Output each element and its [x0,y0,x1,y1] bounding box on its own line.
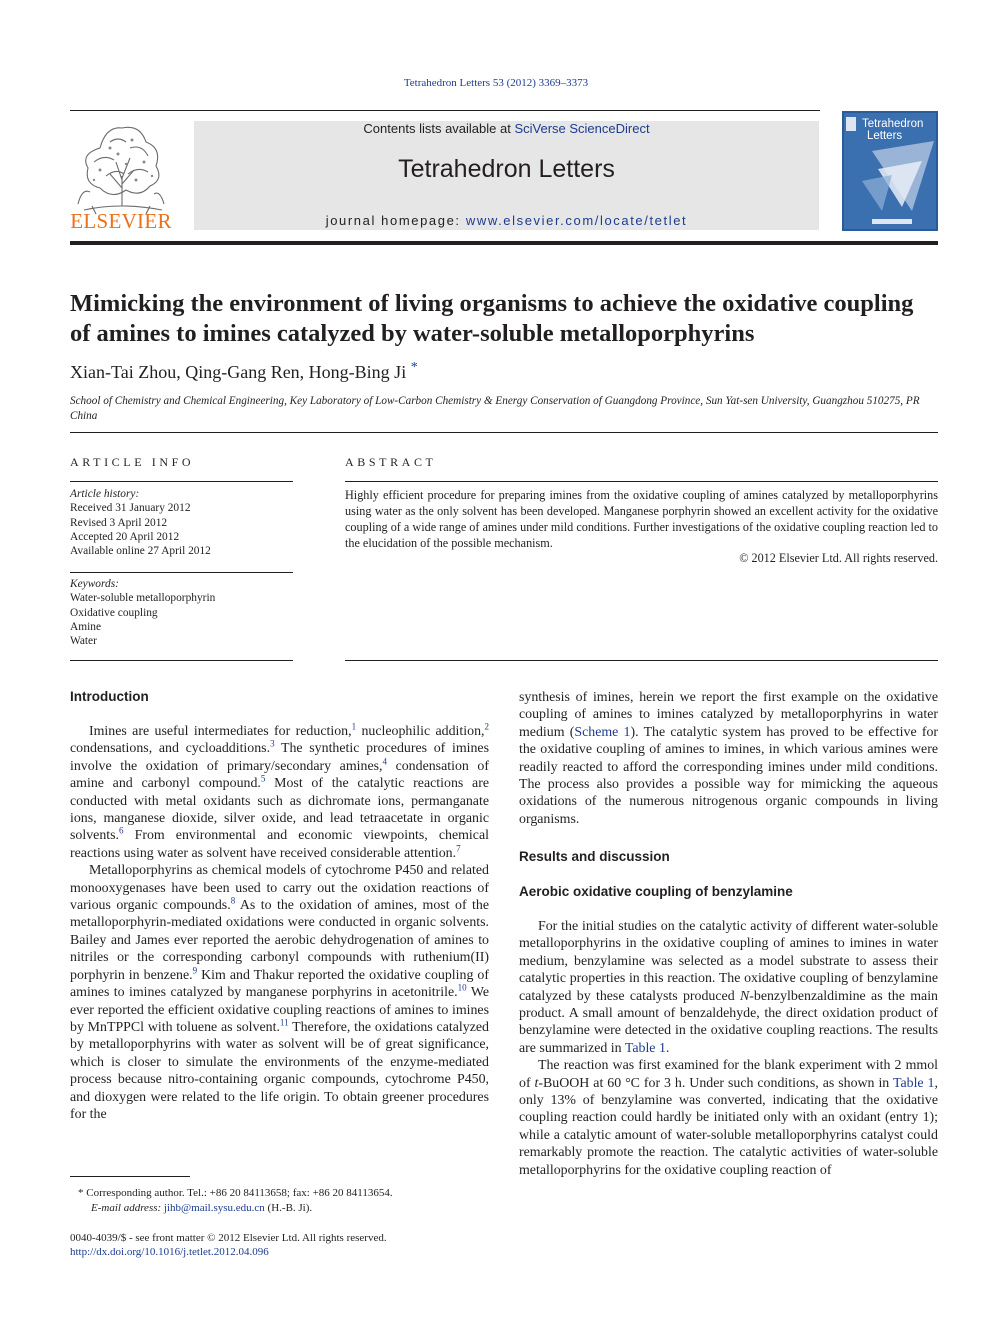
author-list [70,362,418,383]
abstract-heading: ABSTRACT [345,455,437,469]
sciencedirect-link[interactable]: SciVerse ScienceDirect [514,121,650,136]
journal-name: Tetrahedron Letters [398,155,615,183]
paragraph [519,918,938,1057]
email-label: E-mail address: [91,1202,164,1214]
header-rule [70,110,820,111]
results-text [519,918,938,1179]
text-run: Therefore, the oxidations catalyzed by metalloporphyrins with water as solvent will be of great significance, which is closer to simulate the environments of the enzyme-mediated process because nitro-containing organic compounds, cytochrome P450, and dioxygen were related to the life origin. To obtain greener procedures for the [70,1019,489,1122]
cover-title-line2: Letters [867,130,903,142]
keywords-rule [70,572,293,573]
contents-prefix: Contents lists available at [363,121,515,136]
text-run: As to the oxidation of amines, most of the metalloporphyrin-mediated oxidations were conducted in organic solvents. Bailey and James ever reported the aerobic dehydrogenation of amines to nitriles or the corresponding carbonyl compounds with ruthenium(II) porphyrin in benzene. [70,898,489,983]
text-run: condensation of amine and carbonyl compound. [70,758,490,792]
history-label: Article history: [70,488,140,500]
paragraph [519,689,938,828]
article-info-heading: ARTICLE INFO [70,455,195,469]
text-run: synthesis of imines, herein we report the first example on the oxidative coupling of amines to imines catalyzed by metalloporphyrins in water medium ( [519,690,938,740]
article-history [70,487,293,558]
table-link[interactable]: Table 1 [624,1040,666,1056]
reference-link[interactable]: 7 [456,843,461,854]
text-run: For the initial studies on the catalytic activity of different water-soluble metalloporphyrins in the oxidative coupling of amines to imines in water medium, benzylamine was selected as a model substrate to assess their catalytic properties in this reaction. The oxidative coupling of benzylamine catalyzed by these catalysts produced [519,919,938,1004]
doi-link[interactable]: http://dx.doi.org/10.1016/j.tetlet.2012.04.096 [70,1246,269,1258]
text-run: . [665,1040,670,1056]
paragraph [519,1057,938,1179]
homepage-link[interactable]: www.elsevier.com/locate/tetlet [465,213,688,228]
footnote-corresponding [78,1186,498,1201]
journal-homepage [194,213,819,228]
text-run: Metalloporphyrins as chemical models of cytochrome P450 and related monooxygenases have been used to carry out the oxidation reactions of various organic compounds. [70,863,489,914]
authors-names: Xian-Tai Zhou, Qing-Gang Ren, Hong-Bing Ji [70,362,407,382]
abstract-copyright: © 2012 Elsevier Ltd. All rights reserved. [739,551,938,565]
corresponding-author-mark[interactable]: * [410,360,418,375]
keyword: Water [70,635,97,648]
abstract-text: Highly efficient procedure for preparing imines from the oxidative coupling of amines catalyzed by metalloporphyrins using water as the only solvent has been developed. Manganese porphyrin showed an excellent activity for the oxidative coupling of a wide range of amines under mild conditions. Further investigations of the oxidative coupling reaction led to the elucidation of the possible mechanism. [345,488,938,550]
text-run: We ever reported the efficient oxidative coupling reactions of amines to imines by MnTPPCl with toluene as solvent. [70,985,489,1035]
results-heading: Results and discussion [519,849,670,864]
text-run: Imines are useful intermediates for reduction, [89,724,352,739]
journal-citation[interactable]: Tetrahedron Letters 53 (2012) 3369–3373 [403,77,589,89]
text-run: nucleophilic addition, [356,724,485,739]
text-run: From environmental and economic viewpoints, chemical reactions using water as solvent have received considerable attention. [70,828,489,861]
article-info-rule [70,481,293,482]
text-run: Most of the catalytic reactions are conducted with metal oxidants such as dichromate ions, permanganate ions, manganese dioxide, silver oxide, and lead tetraacetate in organic solvents. [70,776,489,844]
email-suffix: (H.-B. Ji). [264,1202,313,1214]
article-info-bottom-rule [70,660,293,661]
paragraph [70,723,489,862]
reference-link[interactable]: 8 [230,895,236,906]
keyword: Oxidative coupling [70,606,158,619]
footnote-rule [70,1176,190,1177]
header-thick-rule [70,241,938,245]
text-run: -benzylbenzaldimine as the main product. A small amount of benzaldehyde, the direct oxidation product of benzylamine were detected in the oxidative coupling reactions. The results are summarized in [519,988,938,1056]
journal-cover-image [842,111,938,231]
footnote-mark: * [78,1187,84,1199]
scheme-link[interactable]: Scheme 1 [574,724,631,740]
reference-link[interactable]: 2 [484,721,489,732]
keyword: Water-soluble metalloporphyrin [70,592,216,605]
abstract-rule [345,481,938,482]
abstract-bottom-rule [345,660,938,661]
text-run: The synthetic procedures of imines involve the oxidation of primary/secondary amines, [70,741,490,774]
elsevier-logo-text: ELSEVIER [70,209,172,233]
introduction-text [70,723,489,1123]
reference-link[interactable]: 11 [279,1017,289,1028]
footnote-text: Corresponding author. Tel.: +86 20 84113658; fax: +86 20 84113654. [86,1187,393,1199]
introduction-continued [519,689,938,828]
keywords-block [70,577,293,648]
text-run: N [739,988,750,1004]
text-run: , only 13% of benzylamine was converted, indicating that the oxidative coupling reaction could hardly be initiated only with an oxidant (entry 1); while a catalytic amount of water-soluble metalloporphyrins catalyst could remarkably promote the reaction. The catalytic activities of water-soluble metalloporphyrins for the oxidative coupling reaction of [519,1075,938,1178]
contents-line [194,121,819,136]
article-title: Mimicking the environment of living organisms to achieve the oxidative coupling of amines to imines catalyzed by water-soluble metalloporphyrins [70,290,914,347]
paragraph [70,862,489,1123]
homepage-prefix: journal homepage: [325,213,466,228]
reference-link[interactable]: 5 [260,773,266,784]
history-item: Accepted 20 April 2012 [70,530,180,543]
cover-title [862,118,936,142]
reference-link[interactable]: 3 [270,738,275,749]
keyword: Amine [70,620,102,633]
text-run: t [534,1075,539,1091]
subsection-heading: Aerobic oxidative coupling of benzylamine [519,884,793,899]
history-item: Revised 3 April 2012 [70,516,168,529]
reference-link[interactable]: 9 [192,965,198,976]
email-link[interactable]: jihb@mail.sysu.edu.cn [163,1202,265,1214]
table-link[interactable]: Table 1 [892,1075,935,1091]
keywords-label: Keywords: [70,578,119,590]
cover-title-line1: Tetrahedron [862,118,924,130]
introduction-heading: Introduction [70,689,149,704]
reference-link[interactable]: 1 [351,721,357,732]
history-item: Available online 27 April 2012 [70,545,211,558]
text-run: The reaction was first examined for the blank experiment with 2 mmol of [519,1058,938,1091]
title-rule [70,432,938,433]
footnote-email [91,1201,501,1216]
text-run: condensations, and cycloadditions. [70,741,271,757]
affiliation: School of Chemistry and Chemical Engineering, Key Laboratory of Low-Carbon Chemistry & Energy Conservation of Guangdong Province, Sun Yat-sen University, Guangzhou 510275, PR China [70,395,920,422]
text-run: -BuOOH at 60 °C for 3 h. Under such conditions, as shown in [538,1075,893,1091]
issn-line: 0040-4039/$ - see front matter © 2012 Elsevier Ltd. All rights reserved. [70,1232,387,1244]
reference-link[interactable]: 4 [382,756,387,767]
reference-link[interactable]: 6 [119,825,124,836]
text-run: ). The catalytic system has proved to be effective for the oxidative coupling of amines to imines, in which various amines were readily reacted to afford the corresponding imines under mild conditions. The process also provides a possible way for mimicking the aqueous oxidations of the numerous nitrogenous organic compounds in living organisms. [519,724,939,827]
text-run: Kim and Thakur reported the oxidative coupling of amines to imines catalyzed by manganese porphyrins in acetonitrile. [70,967,489,1001]
reference-link[interactable]: 10 [457,982,467,993]
history-item: Received 31 January 2012 [70,502,191,515]
